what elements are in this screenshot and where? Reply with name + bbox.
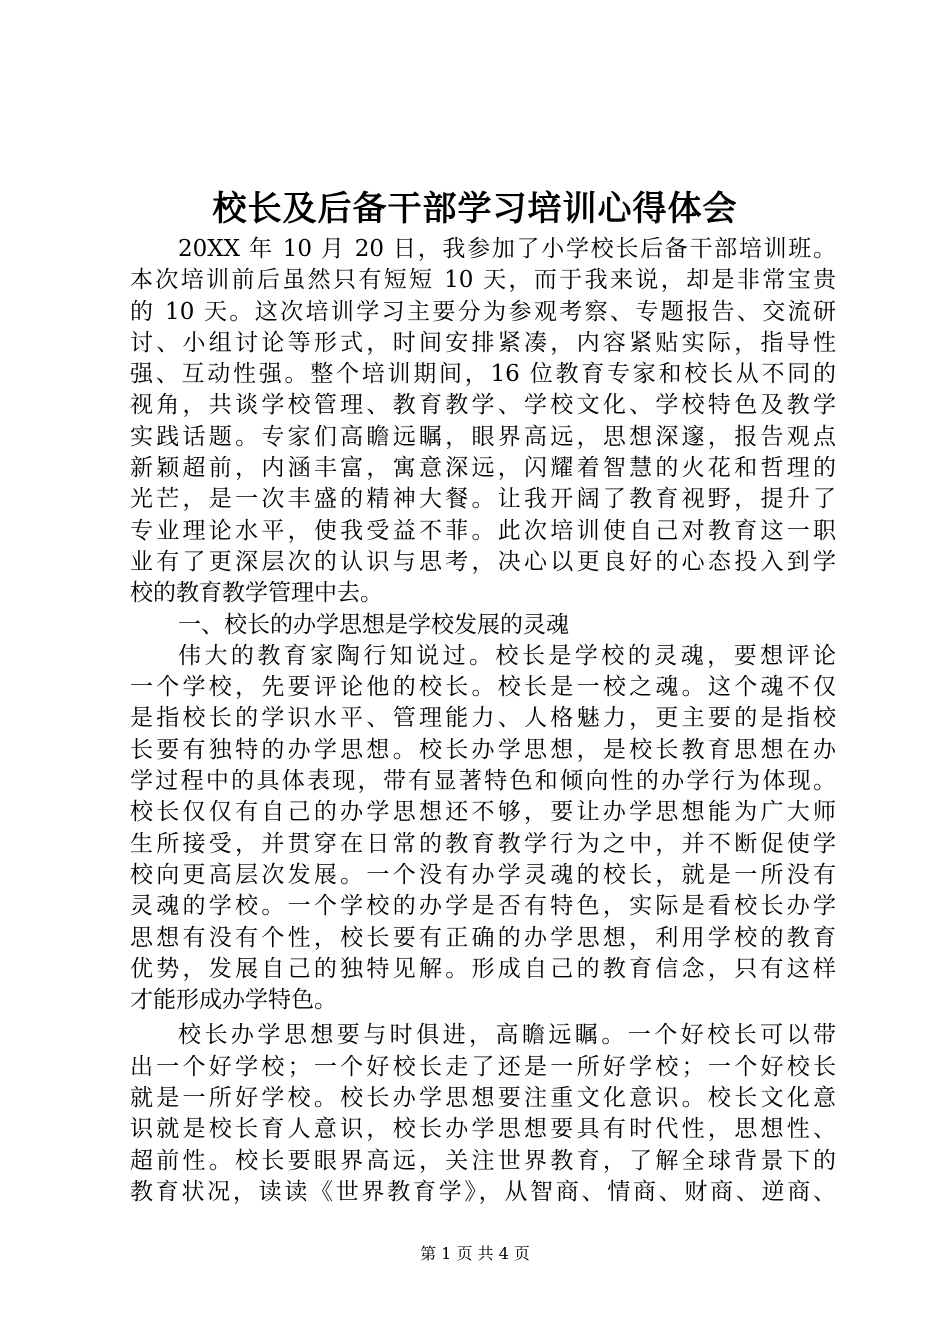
text-line: 就是一所好学校。校长办学思想要注重文化意识。校长文化意 bbox=[130, 1085, 836, 1112]
text-line: 超前性。校长要眼界高远，关注世界教育，了解全球背景下的 bbox=[130, 1147, 836, 1174]
section-heading-text: 一、校长的办学思想是学校发展的灵魂 bbox=[178, 611, 569, 638]
text-line: 光芒，是一次丰盛的精神大餐。让我开阔了教育视野，提升了 bbox=[130, 486, 836, 513]
text-line: 校长办学思想要与时俱进，高瞻远瞩。一个好校长可以带 bbox=[178, 1022, 836, 1049]
paragraph-intro bbox=[130, 234, 836, 610]
text-line: 校长仅仅有自己的办学思想还不够，要让办学思想能为广大师 bbox=[130, 799, 836, 826]
text-line: 是指校长的学识水平、管理能力、人格魅力，更主要的是指校 bbox=[130, 705, 836, 732]
paragraph-section-2 bbox=[130, 1020, 836, 1208]
text-line: 生所接受，并贯穿在日常的教育教学行为之中，并不断促使学 bbox=[130, 830, 836, 857]
text-line: 学过程中的具体表现，带有显著特色和倾向性的办学行为体现。 bbox=[130, 768, 836, 795]
text-line: 专业理论水平，使我受益不菲。此次培训使自己对教育这一职 bbox=[130, 517, 836, 544]
text-line: 灵魂的学校。一个学校的办学是否有特色，实际是看校长办学 bbox=[130, 893, 836, 920]
text-line: 强、互动性强。整个培训期间，16 位教育专家和校长从不同的 bbox=[130, 361, 836, 388]
section-heading bbox=[130, 610, 836, 641]
document-body bbox=[130, 234, 836, 1208]
text-line: 本次培训前后虽然只有短短 10 天，而于我来说，却是非常宝贵 bbox=[130, 267, 836, 294]
text-line: 伟大的教育家陶行知说过。校长是学校的灵魂，要想评论 bbox=[178, 642, 836, 669]
text-line: 讨、小组讨论等形式，时间安排紧凑，内容紧贴实际，指导性 bbox=[130, 329, 836, 356]
text-line: 一个学校，先要评论他的校长。校长是一校之魂。这个魂不仅 bbox=[130, 674, 836, 701]
text-line: 业有了更深层次的认识与思考，决心以更良好的心态投入到学 bbox=[130, 548, 836, 575]
text-line: 才能形成办学特色。 bbox=[130, 987, 337, 1014]
text-line: 教育状况，读读《世界教育学》，从智商、情商、财商、逆商、 bbox=[130, 1178, 836, 1205]
text-line: 长要有独特的办学思想。校长办学思想，是校长教育思想在办 bbox=[130, 736, 836, 763]
text-line: 视角，共谈学校管理、教育教学、学校文化、学校特色及教学 bbox=[130, 392, 836, 419]
document-title: 校长及后备干部学习培训心得体会 bbox=[212, 189, 738, 229]
text-line: 20XX 年 10 月 20 日，我参加了小学校长后备干部培训班。 bbox=[178, 236, 836, 262]
text-line: 校向更高层次发展。一个没有办学灵魂的校长，就是一所没有 bbox=[130, 861, 836, 888]
page-number-footer: 第 1 页 共 4 页 bbox=[420, 1244, 530, 1263]
text-line: 出一个好学校；一个好校长走了还是一所好学校；一个好校长 bbox=[130, 1053, 836, 1080]
text-line: 新颖超前，内涵丰富，寓意深远，闪耀着智慧的火花和哲理的 bbox=[130, 455, 836, 482]
paragraph-section-1 bbox=[130, 641, 836, 1017]
text-line: 实践话题。专家们高瞻远瞩，眼界高远，思想深邃，报告观点 bbox=[130, 423, 836, 450]
text-line: 优势，发展自己的独特见解。形成自己的教育信念，只有这样 bbox=[130, 955, 836, 982]
text-line: 的 10 天。这次培训学习主要分为参观考察、专题报告、交流研 bbox=[130, 298, 836, 325]
text-line: 校的教育教学管理中去。 bbox=[130, 580, 383, 607]
text-line: 识就是校长育人意识，校长办学思想要具有时代性，思想性、 bbox=[130, 1116, 836, 1143]
text-line: 思想有没有个性，校长要有正确的办学思想，利用学校的教育 bbox=[130, 924, 836, 951]
